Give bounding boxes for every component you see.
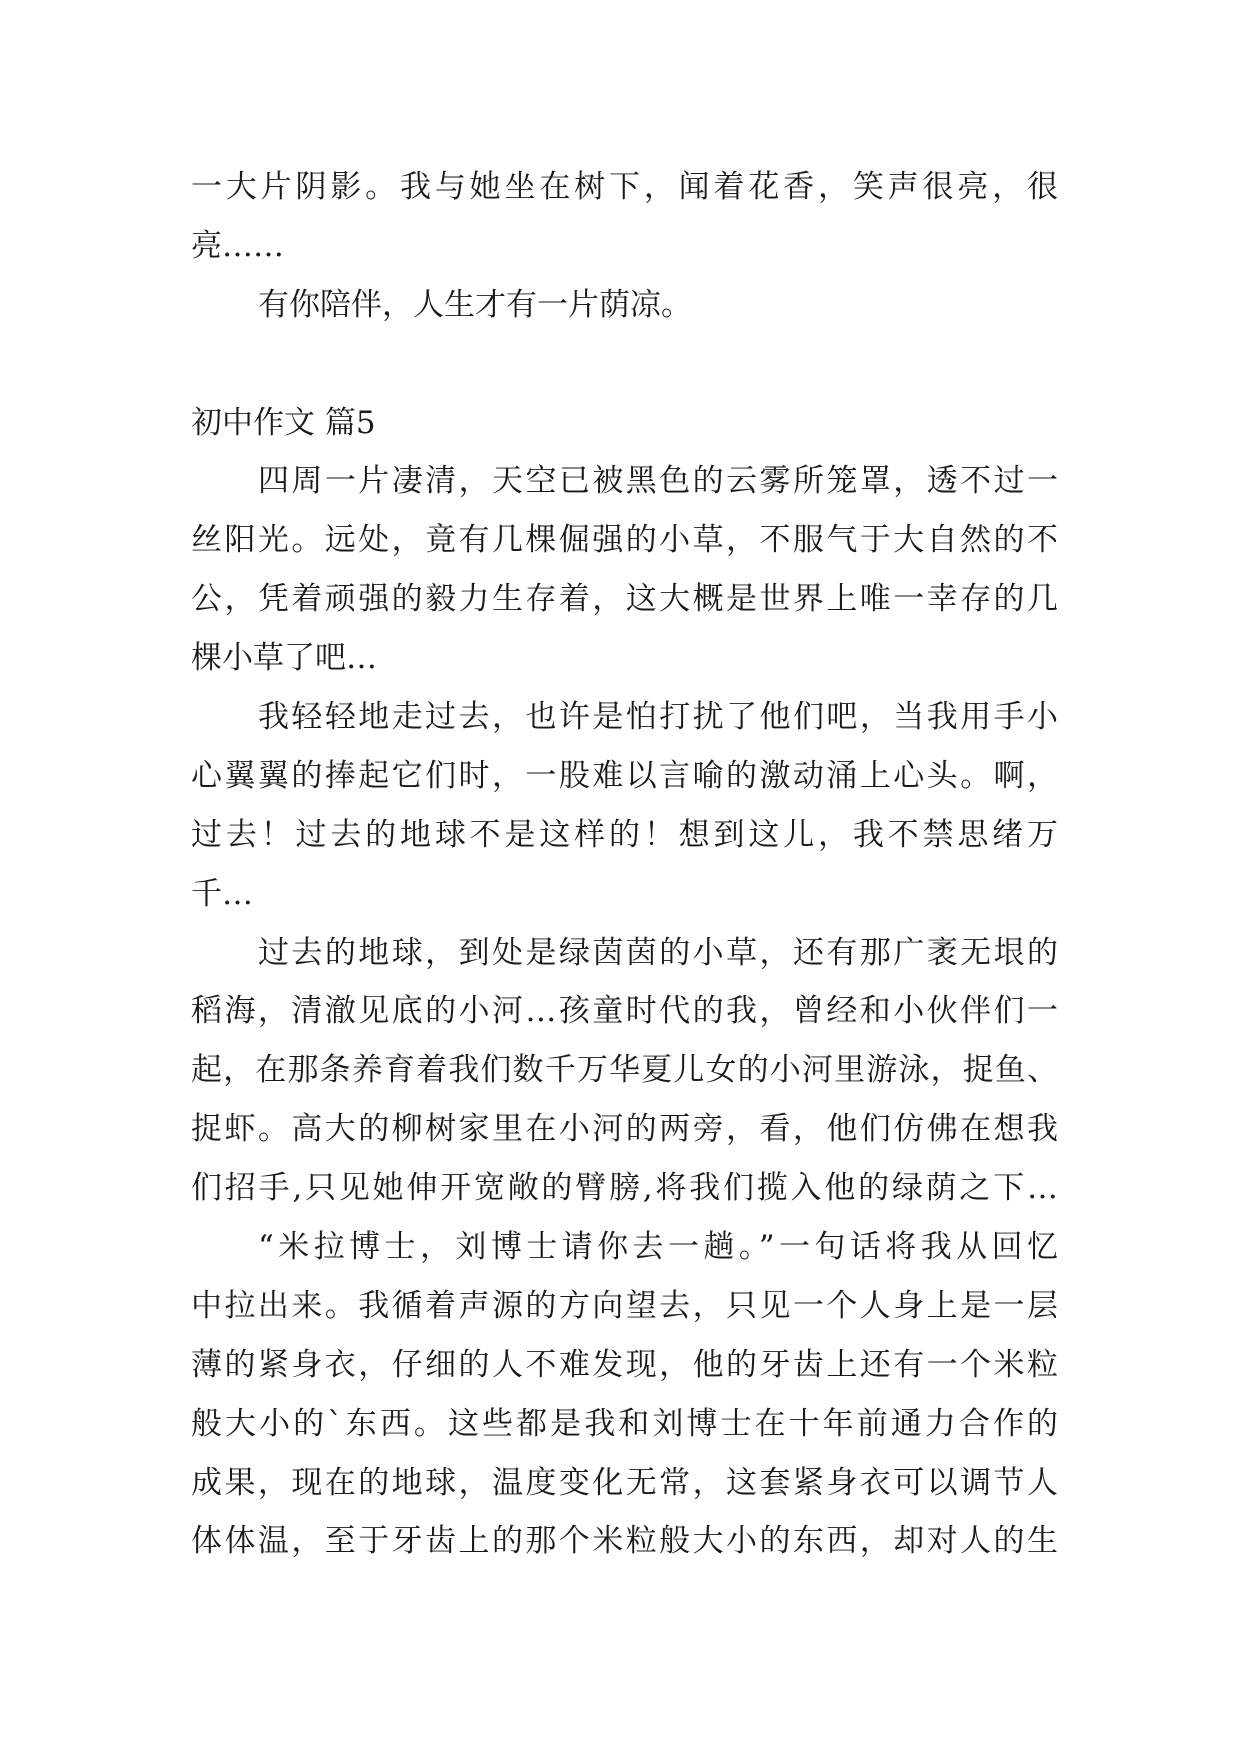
- text-line: 捉虾。高大的柳树家里在小河的两旁，看，他们仿佛在想我: [191, 1111, 1058, 1148]
- text-line: 我轻轻地走过去，也许是怕打扰了他们吧，当我用手小: [258, 699, 1058, 736]
- text-line: 亮……: [191, 227, 284, 264]
- text-line: 过去的地球，到处是绿茵茵的小草，还有那广袤无垠的: [258, 934, 1058, 971]
- essay-title: 初中作文 篇5: [191, 404, 376, 441]
- text-line: 一大片阴影。我与她坐在树下，闻着花香，笑声很亮，很: [191, 169, 1058, 205]
- text-line: 千…: [191, 875, 253, 912]
- text-line: 薄的紧身衣，仔细的人不难发现，他的牙齿上还有一个米粒: [191, 1346, 1058, 1383]
- text-line: 丝阳光。远处，竟有几棵倔强的小草，不服气于大自然的不: [191, 522, 1058, 559]
- paragraph: [191, 924, 1058, 1218]
- text-line: 心翼翼的捧起它们时，一股难以言喻的激动涌上心头。啊，: [191, 757, 1058, 794]
- text-line: 体体温，至于牙齿上的那个米粒般大小的东西，却对人的生: [191, 1523, 1058, 1560]
- paragraph-spacer: [191, 335, 1058, 394]
- document-body: [191, 158, 1058, 1571]
- text-line: 成果，现在的地球，温度变化无常，这套紧身衣可以调节人: [191, 1464, 1058, 1501]
- text-line: 有你陪伴，人生才有一片荫凉。: [258, 286, 692, 323]
- text-line: 棵小草了吧…: [191, 640, 377, 677]
- paragraph: [191, 688, 1058, 924]
- text-line: “米拉博士，刘博士请你去一趟。”一句话将我从回忆: [258, 1229, 1058, 1266]
- text-line: 过去！过去的地球不是这样的！想到这儿，我不禁思绪万: [191, 816, 1058, 853]
- paragraph: [191, 158, 1058, 276]
- text-line: 起，在那条养育着我们数千万华夏儿女的小河里游泳，捉鱼、: [191, 1052, 1058, 1089]
- text-line: 般大小的`东西。这些都是我和刘博士在十年前通力合作的: [191, 1405, 1058, 1442]
- text-line: 稻海，清澈见底的小河…孩童时代的我，曾经和小伙伴们一: [191, 993, 1058, 1030]
- paragraph: [191, 452, 1058, 688]
- text-line: 们招手,只见她伸开宽敞的臂膀,将我们揽入他的绿荫之下…: [191, 1170, 1058, 1207]
- paragraph: [191, 1218, 1058, 1571]
- text-line: 公，凭着顽强的毅力生存着，这大概是世界上唯一幸存的几: [191, 581, 1058, 618]
- text-line: 中拉出来。我循着声源的方向望去，只见一个人身上是一层: [191, 1287, 1058, 1324]
- text-line: 四周一片凄清，天空已被黑色的云雾所笼罩，透不过一: [258, 463, 1058, 500]
- paragraph: [191, 276, 1058, 335]
